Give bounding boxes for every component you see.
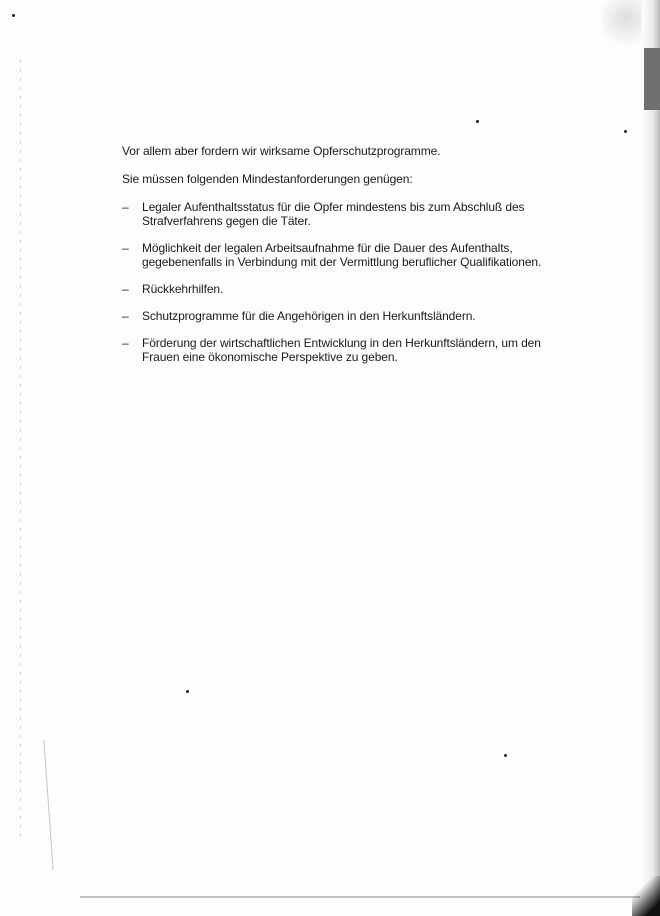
dash-bullet: – xyxy=(122,200,129,214)
dash-bullet: – xyxy=(122,336,129,350)
scan-speck xyxy=(186,690,189,693)
list-item xyxy=(122,309,562,323)
list-item-line: Frauen eine ökonomische Perspektive zu geben. xyxy=(142,350,398,364)
list-item xyxy=(122,241,562,269)
scan-speck xyxy=(504,754,507,757)
list-item xyxy=(122,336,562,364)
scan-shadow-right-edge xyxy=(642,0,660,916)
lead-paragraph: Sie müssen folgenden Mindestanforderungen genügen: xyxy=(122,172,413,186)
list-item xyxy=(122,282,562,296)
scan-line-left xyxy=(43,740,53,870)
scan-dark-mark xyxy=(644,48,660,110)
scan-line-bottom xyxy=(80,896,640,898)
dash-bullet: – xyxy=(122,241,129,255)
list-item-line: Möglichkeit der legalen Arbeitsaufnahme für die Dauer des Aufenthalts, xyxy=(142,241,513,255)
document-body xyxy=(122,144,562,377)
scan-speck xyxy=(624,130,627,133)
scan-noise-top-right xyxy=(602,0,642,60)
scan-corner-bottom-right xyxy=(632,876,660,916)
scan-speck xyxy=(476,120,479,123)
dash-bullet: – xyxy=(122,282,129,296)
intro-paragraph: Vor allem aber fordern wir wirksame Opferschutzprogramme. xyxy=(122,144,441,158)
list-item xyxy=(122,200,562,228)
scan-noise-left-edge xyxy=(20,60,21,840)
list-item-line: gegebenenfalls in Verbindung mit der Vermittlung beruflicher Qualifikationen. xyxy=(142,255,542,269)
list-item-line: Strafverfahrens gegen die Täter. xyxy=(142,214,311,228)
list-item-line: Rückkehrhilfen. xyxy=(142,282,224,296)
requirements-list xyxy=(122,200,562,364)
scan-speck xyxy=(12,14,15,17)
dash-bullet: – xyxy=(122,309,129,323)
list-item-line: Schutzprogramme für die Angehörigen in den Herkunftsländern. xyxy=(142,309,476,323)
list-item-line: Förderung der wirtschaftlichen Entwicklung in den Herkunftsländern, um den xyxy=(142,336,541,350)
list-item-line: Legaler Aufenthaltsstatus für die Opfer mindestens bis zum Abschluß des xyxy=(142,200,525,214)
